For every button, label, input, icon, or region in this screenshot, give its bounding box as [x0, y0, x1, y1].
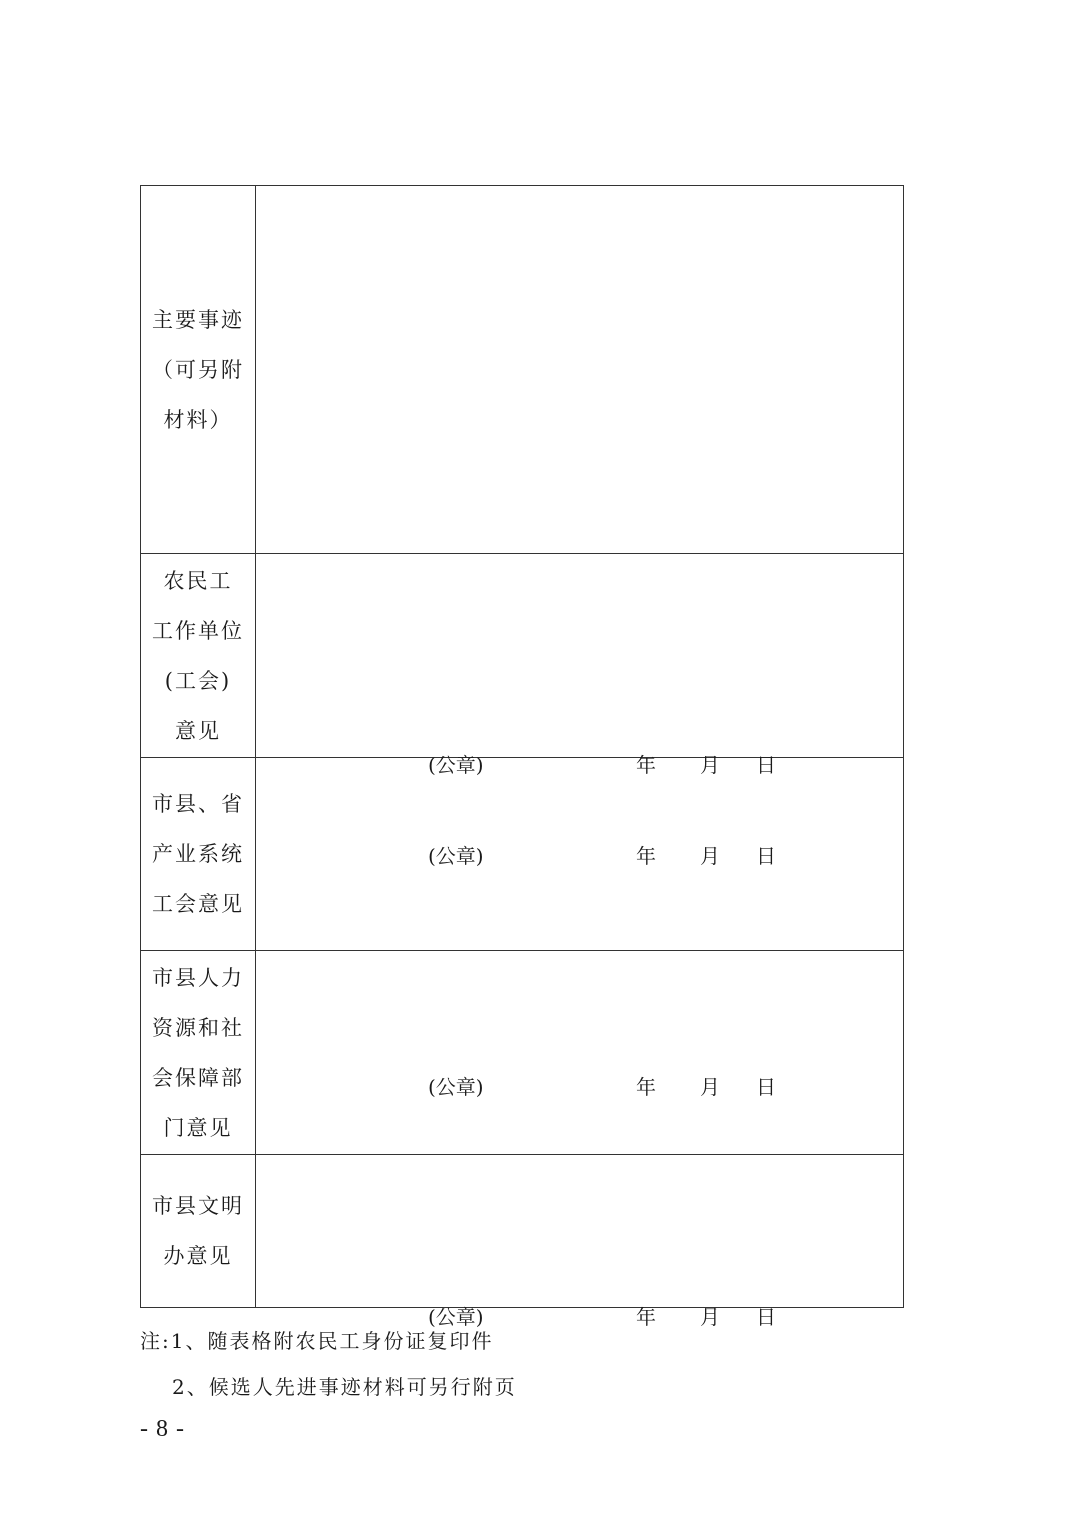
- label-line: 农民工: [163, 568, 233, 593]
- month-label: 月: [700, 844, 720, 868]
- label-main-deeds: [141, 186, 256, 554]
- row-union-opinion: [141, 758, 904, 951]
- month-label: 月: [700, 1305, 720, 1329]
- day-label: 日: [756, 753, 776, 777]
- label-line: 会保障部: [152, 1065, 244, 1090]
- label-line: 主要事迹: [152, 307, 244, 332]
- work-unit-opinion-field[interactable]: [256, 554, 904, 777]
- civilization-office-opinion-field[interactable]: [256, 1155, 904, 1329]
- label-line: 市县文明: [152, 1194, 244, 1218]
- label-line: 市县、省: [152, 792, 244, 816]
- label-line: 工会意见: [152, 892, 244, 916]
- main-deeds-field[interactable]: [256, 186, 904, 554]
- label-line: 门意见: [163, 1115, 233, 1140]
- row-main-deeds: [141, 186, 904, 554]
- year-label: 年: [636, 844, 656, 868]
- label-line: (工会): [164, 668, 232, 693]
- official-seal-label: (公章): [428, 1075, 484, 1099]
- month-label: 月: [700, 753, 720, 777]
- label-work-unit-opinion: [141, 554, 256, 758]
- month-label: 月: [700, 1075, 720, 1099]
- hr-opinion-field[interactable]: [256, 951, 904, 1155]
- label-line: 办意见: [163, 1244, 233, 1268]
- day-label: 日: [756, 1305, 776, 1329]
- row-hr-opinion: [141, 951, 904, 1155]
- year-label: 年: [636, 1305, 656, 1329]
- row-civilization-office-opinion: [141, 1155, 904, 1308]
- label-line: 市县人力: [152, 965, 244, 990]
- label-hr-opinion: [141, 951, 256, 1155]
- year-label: 年: [636, 753, 656, 777]
- label-line: 产业系统: [152, 842, 244, 866]
- form-notes: [140, 1318, 517, 1410]
- year-label: 年: [636, 1075, 656, 1099]
- label-union-opinion: [141, 758, 256, 951]
- day-label: 日: [756, 844, 776, 868]
- note-item: 2、候选人先进事迹材料可另行附页: [172, 1375, 517, 1399]
- label-line: 材料）: [163, 407, 233, 432]
- official-seal-label: (公章): [428, 844, 484, 868]
- day-label: 日: [756, 1075, 776, 1099]
- row-work-unit-opinion: [141, 554, 904, 758]
- official-seal-label: (公章): [428, 753, 484, 777]
- union-opinion-field[interactable]: [256, 758, 904, 951]
- page-number: - 8 -: [140, 1416, 185, 1442]
- label-line: 资源和社: [152, 1015, 244, 1040]
- nomination-form-table: [140, 185, 904, 1329]
- label-line: 意见: [175, 718, 221, 743]
- note-item: 注:1、随表格附农民工身份证复印件: [140, 1329, 494, 1353]
- label-line: 工作单位: [152, 618, 244, 643]
- official-seal-label: (公章): [428, 1305, 484, 1329]
- label-line: （可另附: [152, 357, 244, 382]
- label-civilization-office-opinion: [141, 1155, 256, 1308]
